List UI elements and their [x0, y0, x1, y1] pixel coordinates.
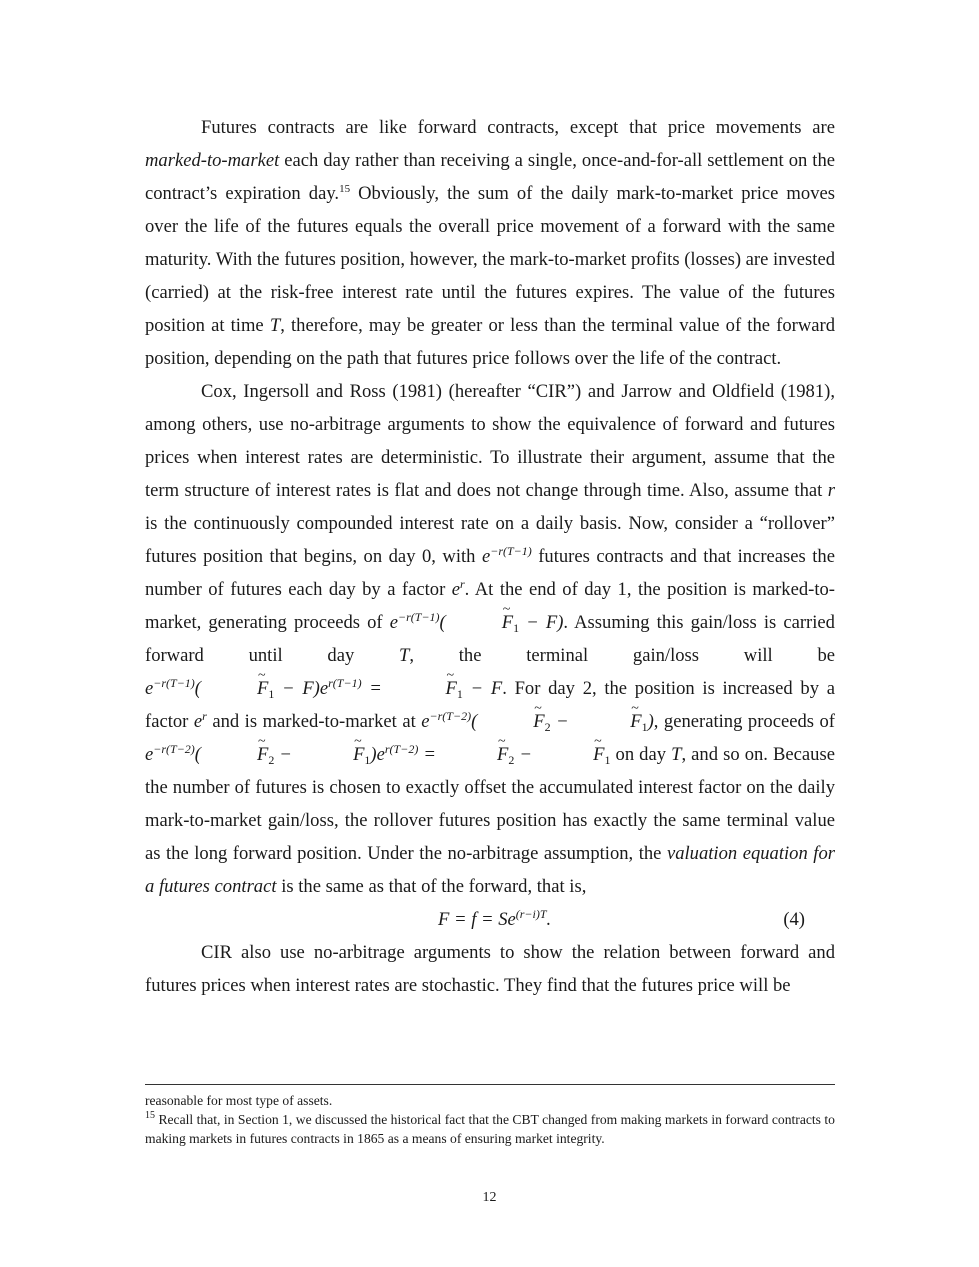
math-inline: $e^{-r(T-1)}(\sim$ $F_1 - F$) — [390, 612, 564, 633]
paragraph-2: Cox, Ingersoll and Ross (1981) (hereafter “CIR”) and Jarrow and Oldfield (1981), among others, use no-arbitrage arguments to show the equivalence of forward and futures prices when interest rates are deterministic. To illustrate their argument, assume that the term structure of interest rates is flat and does not change through time. Also, assume that r is the continuously compounded interest rate on a daily basis. Now, consider a “rollover” futures position that begins, on day 0, with $e^{-r(T-1)}$ futures contracts and that increases the number of futures each day by a factor $e^r$. At the end of day 1, the position is marked-to-market, generating proceeds of $e^{-r(T-1)}(\sim$ $F_1 - F$). Assuming this gain/loss is carried forward until day T, the terminal gain/loss will be $e^{-r(T-1)}(\sim$ $F_1 - F)e^{r(T-1)}$ = ~ $F_1 - F$. For day 2, the position is increased by a factor $e^r$ and is marked-to-market at $e^{-r(T-2)}(\sim$ $F_2$ − ~ $F_1$), generating proceeds of $e^{-r(T-2)}(\sim$ $F_2$ − ~ $F_1)e^{r(T-2)}$ = ~ $F_2$ − ~ $F_1$ on day T, and so on. Because the number of futures is chosen to exactly offset the accumulated interest factor on the daily mark-to-market gain/loss, the rollover futures position has exactly the same terminal value as the long forward position. Under the no-arbitrage assumption, the valuation equation for a futures contract is the same as that of the forward, that is, — [145, 375, 835, 903]
math-inline: $e^{-r(T-2)}(\sim$ $F_2$ − ~ $F_1)e^{r(T-2)}$ = ~ $F_2$ − ~ $F_1$ — [145, 744, 610, 765]
text-run: Obviously, the sum of the daily mark-to-market price moves over the life of the futures equals the overall price movement of a forward with the same maturity. With the futures position, however, the mark-to-market profits (losses) are invested (carried) at the risk-free interest rate until the futures expires. The value of the futures position at time — [145, 183, 835, 336]
footnotes — [145, 1091, 835, 1148]
text-run: on day — [615, 744, 667, 765]
footnote-separator — [145, 1084, 835, 1085]
math-inline: $e^r$ — [451, 577, 465, 600]
text-run: futures contracts and that increases the number of futures each day by a factor — [145, 546, 835, 600]
math-inline: $e^{-r(T-2)}(\sim$ $F_2$ − ~ $F_1$) — [421, 711, 654, 732]
paragraph-1 — [145, 111, 835, 375]
text-run: . At the end of day 1, the position is marked-to-market, generating proceeds of — [145, 579, 835, 633]
variable-r: r — [827, 480, 835, 501]
page-number: 12 — [482, 1190, 497, 1205]
text-run: . Assuming this gain/loss is carried forward until day — [145, 612, 835, 666]
text-run: is the continuously compounded interest rate on a daily basis. Now, consider a “rollover” futures position that begins, on day 0, with — [145, 513, 835, 567]
math-inline: $e^{-r(T-1)}$ — [481, 544, 532, 567]
paragraph-3: CIR also use no-arbitrage arguments to show the relation between forward and futures prices when interest rates are stochastic. They find that the futures price will be — [145, 942, 835, 996]
footnote-continuation: reasonable for most type of assets. — [145, 1093, 333, 1108]
footnote-text: Recall that, in Section 1, we discussed the historical fact that the CBT changed from making markets in forward contracts to making markets in futures contracts in 1865 as a means of ensuring market integrity. — [145, 1112, 835, 1146]
footnote-ref-15[interactable]: 15 — [339, 183, 351, 195]
text-run: Cox, Ingersoll and Ross (1981) (hereafter “CIR”) and Jarrow and Oldfield (1981), among others, use no-arbitrage arguments to show the equivalence of forward and futures prices when interest rates are deterministic. To illustrate their argument, assume that the term structure of interest rates is flat and does not change through time. Also, assume that — [145, 381, 835, 501]
text-run: . For day 2, the position is increased by a factor — [145, 678, 835, 732]
emphasis: marked-to-market — [145, 150, 280, 171]
equation-formula: $F = f = Se^{(r-i)T}$. — [438, 907, 552, 930]
math-inline: $e^{-r(T-1)}(\sim$ $F_1 - F)e^{r(T-1)}$ = ~ $F_1 - F$ — [145, 678, 502, 699]
footnote-mark: 15 — [145, 1110, 155, 1121]
variable-T: T — [269, 315, 281, 336]
text-run: Futures contracts are like forward contracts, except that price movements are — [201, 117, 835, 138]
emphasis: valuation equation for a futures contract — [145, 843, 835, 897]
text-run: , generating proceeds of — [653, 711, 835, 732]
text-run: each day rather than receiving a single, once-and-for-all settlement on the contract’s expiration day. — [145, 150, 835, 204]
text-run: and is marked-to-market at — [212, 711, 416, 732]
text-run: , the terminal gain/loss will be — [409, 645, 835, 666]
math-inline: $e^r$ — [193, 709, 207, 732]
body-text — [145, 111, 835, 1002]
footnote-15 — [145, 1110, 835, 1148]
text-run: , therefore, may be greater or less than the terminal value of the forward position, depending on the path that futures price follows over the life of the contract. — [145, 315, 836, 369]
equation-4 — [145, 903, 835, 936]
text-run: is the same as that of the forward, that is, — [281, 876, 587, 897]
text-run: , and so on. Because the number of futures is chosen to exactly offset the accumulated interest factor on the daily mark-to-market gain/loss, the rollover futures position has exactly the same terminal value as the long forward position. Under the no-arbitrage assumption, the — [145, 744, 835, 864]
equation-number: (4) — [783, 909, 805, 930]
